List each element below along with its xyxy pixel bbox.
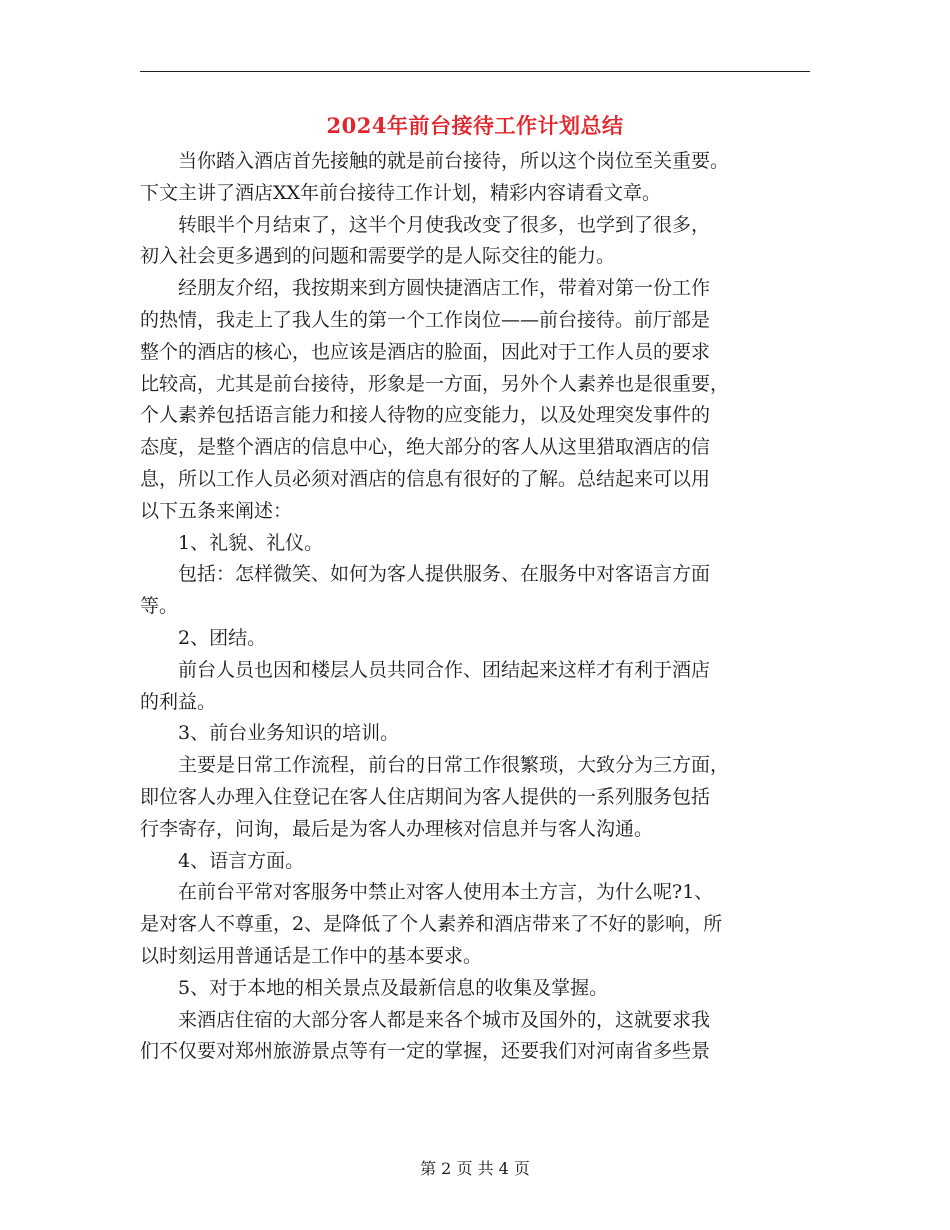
paragraph-4: 包括：怎样微笑、如何为客人提供服务、在服务中对客语言方面 等。 bbox=[140, 563, 711, 618]
paragraph-5: 前台人员也因和楼层人员共同合作、团结起来这样才有利于酒店 的利益。 bbox=[140, 658, 711, 713]
paragraph-7: 在前台平常对客服务中禁止对客人使用本土方言，为什么呢?1、 是对客人不尊重，2、是降低了个人素养和酒店带来了不好的影响，所 以时刻运用普通话是工作中的基本要求。 bbox=[140, 881, 723, 967]
document-body bbox=[140, 146, 810, 1068]
list-heading-2: 2、团结。 bbox=[178, 626, 267, 649]
paragraph-8: 来酒店住宿的大部分客人都是来各个城市及国外的，这就要求我 们不仅要对郑州旅游景点等有一定的掌握，还要我们对河南省多些景 bbox=[140, 1008, 711, 1063]
page-footer: 第 2 页 共 4 页 bbox=[420, 1159, 530, 1178]
list-heading-3: 3、前台业务知识的培训。 bbox=[178, 722, 400, 745]
list-heading-5: 5、对于本地的相关景点及最新信息的收集及掌握。 bbox=[178, 976, 609, 999]
header-rule bbox=[140, 71, 810, 72]
list-heading-1: 1、礼貌、礼仪。 bbox=[178, 531, 324, 554]
paragraph-2: 转眼半个月结束了，这半个月使我改变了很多，也学到了很多， 初入社会更多遇到的问题和需要学的是人际交往的能力。 bbox=[140, 213, 711, 268]
paragraph-6: 主要是日常工作流程，前台的日常工作很繁琐，大致分为三方面， 即位客人办理入住登记在客人住店期间为客人提供的一系列服务包括 行李寄存，问询，最后是为客人办理核对信息并与客人沟通。 bbox=[140, 754, 730, 840]
paragraph-1: 当你踏入酒店首先接触的就是前台接待，所以这个岗位至关重要。 下文主讲了酒店XX年前台接待工作计划，精彩内容请看文章。 bbox=[140, 150, 730, 204]
document-title: 2024年前台接待工作计划总结 bbox=[326, 113, 624, 138]
list-heading-4: 4、语言方面。 bbox=[178, 849, 305, 872]
paragraph-3: 经朋友介绍，我按期来到方圆快捷酒店工作，带着对第一份工作 的热情，我走上了我人生的第一个工作岗位——前台接待。前厅部是 整个的酒店的核心，也应该是酒店的脸面，因此对于工作人员的要求 比较高，尤其是前台接待，形象是一方面，另外个人素养也是很重要， 个人素养包括语言能力和接人待物的应变能力，以及处理突发事件的 态度，是整个酒店的信息中心，绝大部分的客人从这里猎取酒店的信 息，所以工作人员必须对酒店的信息有很好的了解。总结起来可以用 以下五条来阐述： bbox=[140, 277, 730, 522]
